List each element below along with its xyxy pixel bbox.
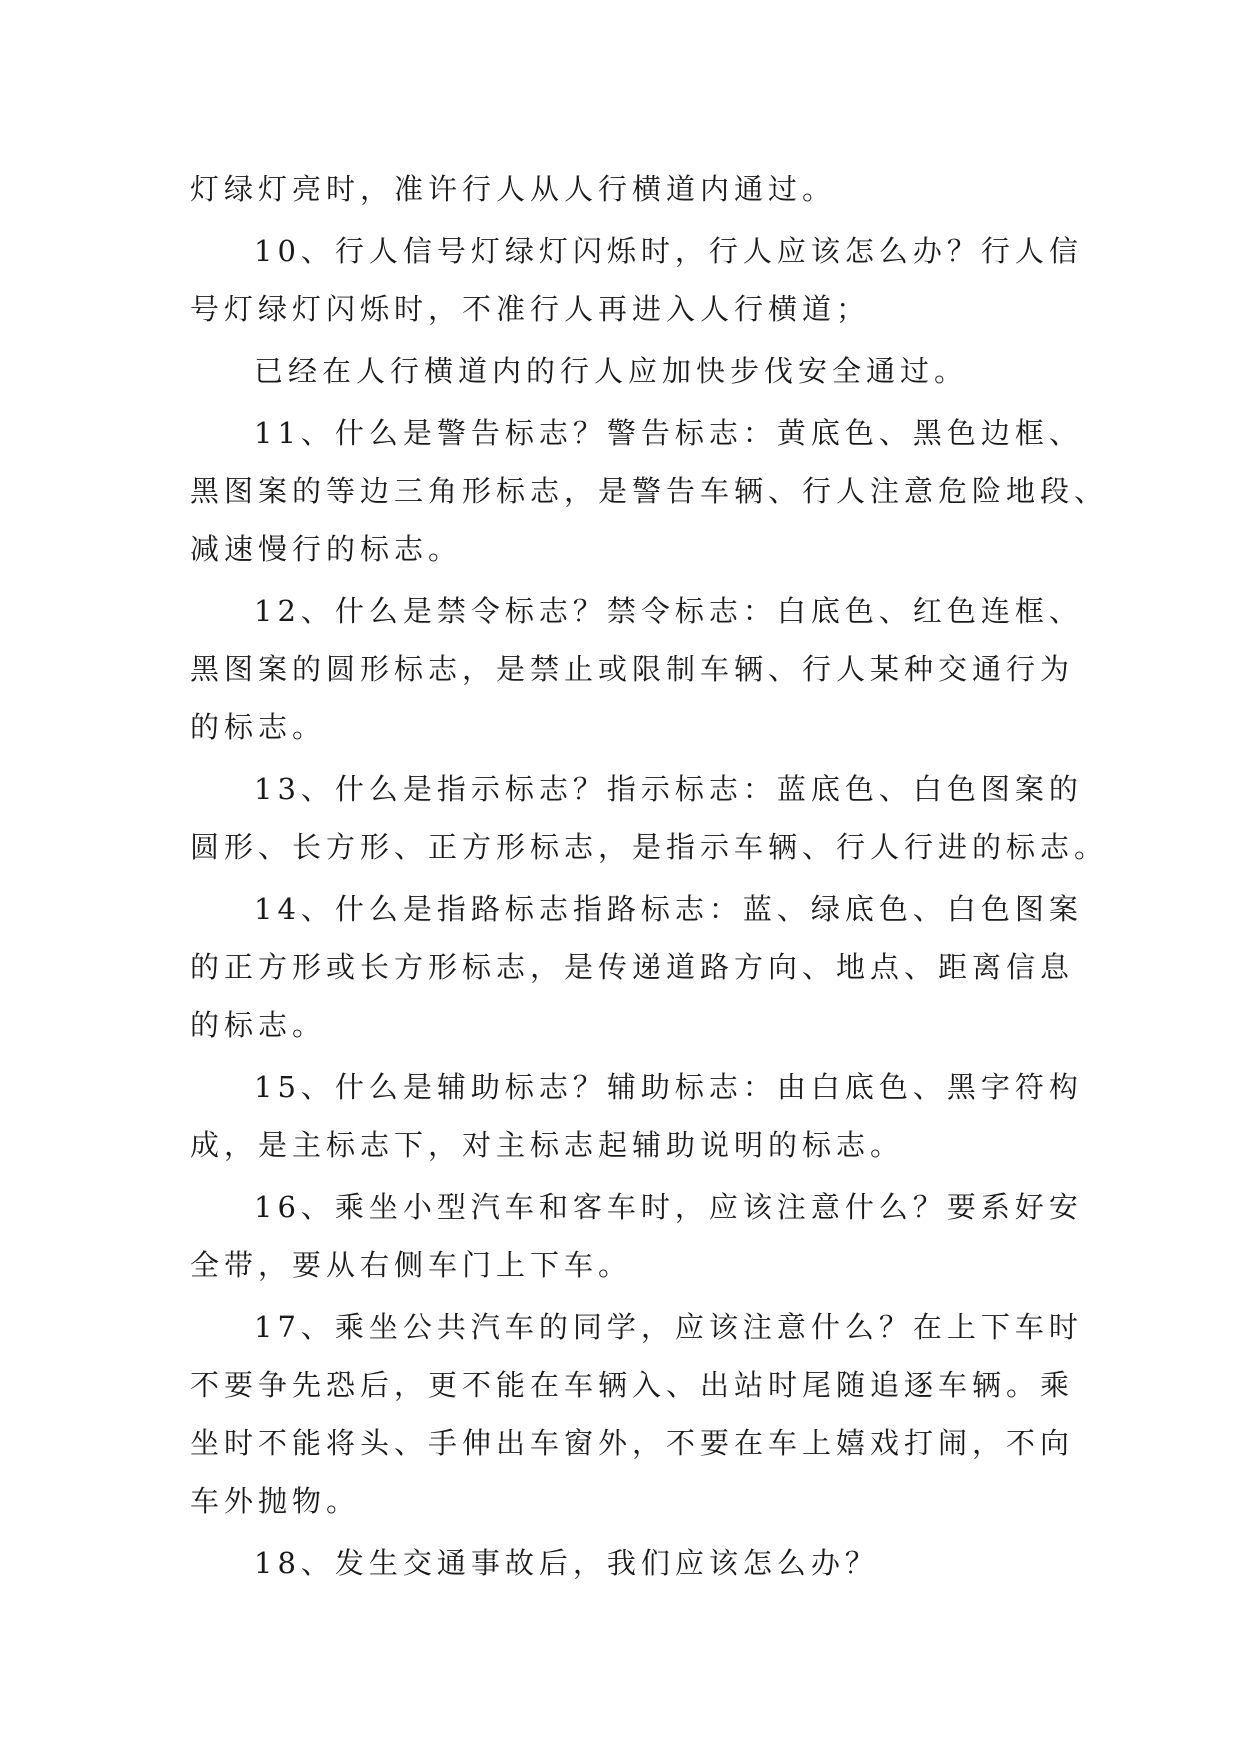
- text-line: 黑图案的圆形标志，是禁止或限制车辆、行人某种交通行为: [190, 652, 1075, 686]
- document-body: [190, 160, 1109, 1580]
- text-line: 的标志。: [190, 1008, 327, 1042]
- text-line: 灯绿灯亮时，准许行人从人行横道内通过。: [190, 172, 837, 206]
- text-line: 的正方形或长方形标志，是传递道路方向、地点、距离信息: [190, 950, 1075, 984]
- text-line: 车外抛物。: [190, 1484, 361, 1518]
- text-line: 坐时不能将头、手伸出车窗外，不要在车上嬉戏打闹，不向: [190, 1426, 1075, 1460]
- text-line: 13、什么是指示标志？指示标志：蓝底色、白色图案的: [254, 772, 1083, 806]
- text-line: 成，是主标志下，对主标志起辅助说明的标志。: [190, 1128, 905, 1162]
- text-line: 11、什么是警告标志？警告标志：黄底色、黑色边框、: [254, 416, 1083, 450]
- text-line: 17、乘坐公共汽车的同学，应该注意什么？在上下车时: [254, 1310, 1083, 1344]
- text-line: 号灯绿灯闪烁时，不准行人再进入人行横道；: [190, 292, 871, 326]
- text-line: 15、什么是辅助标志？辅助标志：由白底色、黑字符构: [254, 1070, 1083, 1104]
- text-line: 12、什么是禁令标志？禁令标志：白底色、红色连框、: [254, 594, 1083, 628]
- text-line: 不要争先恐后，更不能在车辆入、出站时尾随追逐车辆。乘: [190, 1368, 1075, 1402]
- text-line: 黑图案的等边三角形标志，是警告车辆、行人注意危险地段、: [190, 474, 1109, 508]
- text-line: 减速慢行的标志。: [190, 532, 463, 566]
- text-line: 圆形、长方形、正方形标志，是指示车辆、行人行进的标志。: [190, 830, 1109, 864]
- text-line: 18、发生交通事故后，我们应该怎么办？: [254, 1546, 879, 1580]
- text-line: 已经在人行横道内的行人应加快步伐安全通过。: [254, 354, 969, 388]
- text-line: 全带，要从右侧车门上下车。: [190, 1248, 633, 1282]
- text-line: 16、乘坐小型汽车和客车时，应该注意什么？要系好安: [254, 1190, 1083, 1224]
- text-line: 的标志。: [190, 710, 327, 744]
- text-line: 14、什么是指路标志指路标志：蓝、绿底色、白色图案: [254, 892, 1083, 926]
- text-line: 10、行人信号灯绿灯闪烁时，行人应该怎么办？行人信: [254, 234, 1083, 268]
